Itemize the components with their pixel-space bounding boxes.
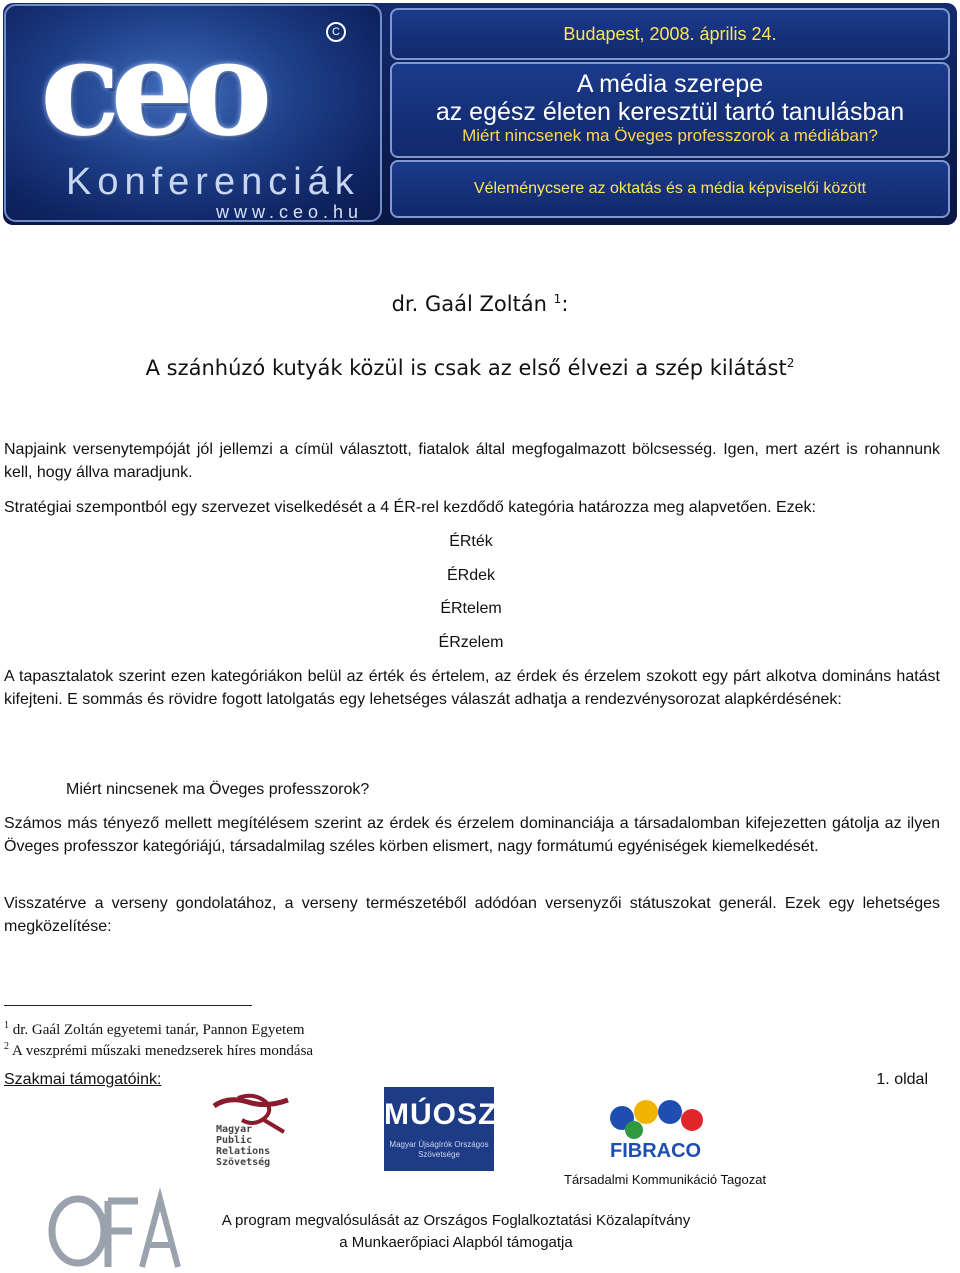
paragraph-2: Stratégiai szempontból egy szervezet viselkedését a 4 ÉR-rel kezdődő kategória határozza meg alapvetően. Ezek: <box>4 499 816 516</box>
banner-subtitle: Véleménycsere az oktatás és a média képviselői között <box>473 180 867 197</box>
article-title-text: A szánhúzó kutyák közül is csak az első élvezi a szép kilátást <box>145 356 787 380</box>
copyright-icon: C <box>326 22 346 42</box>
banner-subtitle-box <box>390 160 950 218</box>
banner-title-line2: az egész életen keresztül tartó tanulásban <box>435 98 905 126</box>
footnote-separator <box>4 1005 252 1006</box>
page-number: 1. oldal <box>876 1071 928 1088</box>
footnote-2 <box>4 1037 313 1061</box>
banner-title-line1: A média szerepe <box>576 70 764 98</box>
category-item: ÉRzelem <box>438 634 504 651</box>
banner-title-line3: Miért nincsenek ma Öveges professzorok a médiában? <box>462 126 878 145</box>
author-line <box>0 284 960 319</box>
footnote-text: A veszprémi műszaki menedzserek híres mondása <box>11 1043 314 1059</box>
logo-ceo-text: ceo <box>40 11 263 166</box>
fibraco-logo-name: FIBRACO <box>610 1140 702 1162</box>
footnote-number: 1 <box>4 1020 9 1031</box>
article-title <box>0 346 940 385</box>
muosz-logo-subtitle: Magyar Újságírók Országos Szövetsége <box>389 1140 489 1159</box>
paragraph-4: Számos más tényező mellett megítélésem szerint az érdek és érzelem dominanciája a társadalomban kifejezetten gátolja az ilyen Öveges professzor kategóriájú, társadalmilag széles körben elismert, nagy formátumú egyéniségek kiemelkedését. <box>4 815 940 855</box>
funding-note <box>186 1210 726 1254</box>
author-name: dr. Gaál Zoltán <box>391 292 547 316</box>
author-suffix: : <box>561 292 569 316</box>
logo-url-text: www.ceo.hu <box>216 202 364 222</box>
paragraph-5: Visszatérve a verseny gondolatához, a verseny természetéből adódóan versenyzői státuszokat generál. Ezek egy lehetséges megközelítése: <box>4 895 940 935</box>
banner-date: Budapest, 2008. április 24. <box>563 24 777 44</box>
title-footnote-ref[interactable]: 2 <box>786 356 795 370</box>
funding-note-line1: A program megvalósulását az Országos Foglalkoztatási Közalapítvány <box>221 1212 691 1229</box>
key-question: Miért nincsenek ma Öveges professzorok? <box>66 781 370 798</box>
fibraco-caption: Társadalmi Kommunikáció Tagozat <box>564 1172 767 1187</box>
footnote-number: 2 <box>4 1041 9 1052</box>
category-item: ÉRtelem <box>440 600 502 617</box>
paragraph-3: A tapasztalatok szerint ezen kategóriákon belül az érték és értelem, az érdek és érzelem szokott egy párt alkotva domináns hatást kifejteni. E sommás és rövidre fogott latolgatás egy lehetséges válaszát adhatja a rendezvénysorozat alapkérdésének: <box>4 668 940 708</box>
ceo-logo <box>4 4 382 222</box>
muosz-logo-name: MÚOSZ <box>384 1098 498 1131</box>
paragraph-1: Napjaink versenytempóját jól jellemzi a címül választott, fiatalok által megfogalmazott bölcsesség. Igen, mert azért is rohannunk kell, hogy állva maradjunk. <box>4 441 940 481</box>
category-item: ÉRdek <box>446 567 496 584</box>
author-footnote-ref[interactable]: 1 <box>553 292 562 306</box>
svg-text:OFA: OFA <box>52 1195 54 1196</box>
category-item: ÉRték <box>449 533 493 550</box>
logo-konferenciak-text: Konferenciák <box>66 161 360 203</box>
banner-title-box <box>390 62 950 158</box>
mpr-logo-text: Magyar Public Relations Szövetség <box>216 1124 271 1168</box>
ofa-logo <box>42 1185 192 1270</box>
footnote-text: dr. Gaál Zoltán egyetemi tanár, Pannon Egyetem <box>12 1022 305 1038</box>
banner-date-box <box>390 8 950 60</box>
supporters-label: Szakmai támogatóink: <box>4 1071 162 1088</box>
funding-note-line2: a Munkaerőpiaci Alapból támogatja <box>339 1234 573 1251</box>
